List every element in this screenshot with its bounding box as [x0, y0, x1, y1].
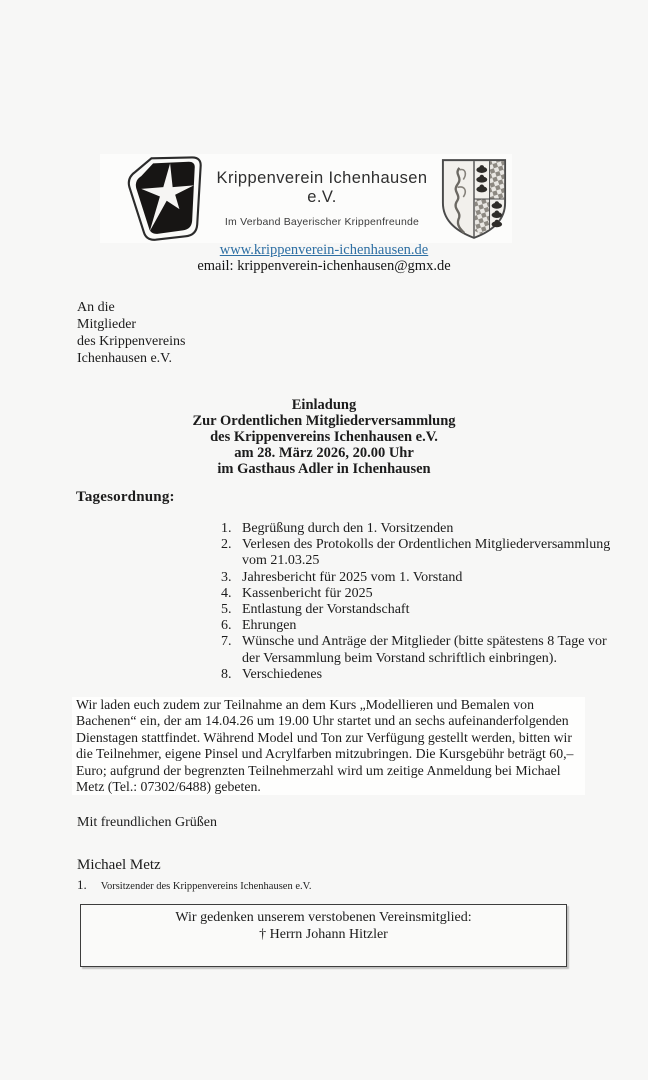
agenda-item [221, 537, 623, 569]
org-subtitle: Im Verband Bayerischer Krippenfreunde [224, 216, 420, 228]
star-crib-logo-icon [126, 156, 204, 242]
memorial-text: Wir gedenken unserem verstobenen Vereinsmitglied: [175, 910, 472, 925]
invitation-line: am 28. März 2026, 20.00 Uhr [234, 445, 414, 461]
invitation-title-block [0, 397, 648, 477]
contact-lines [0, 242, 648, 274]
agenda-item [221, 570, 623, 586]
agenda-item-text: Jahresbericht für 2025 vom 1. Vorstand [242, 569, 463, 585]
agenda-item-number: 7. [221, 634, 232, 650]
agenda-item-text: Ehrungen [242, 618, 297, 634]
invitation-line: des Krippenvereins Ichenhausen e.V. [210, 429, 438, 445]
website-link[interactable]: www.krippenverein-ichenhausen.de [219, 242, 429, 258]
agenda-item-text: Wünsche und Anträge der Mitglieder (bitte spätestens 8 Tage vor der Versammlung beim Vorstand schriftlich einbringen). [242, 634, 607, 666]
agenda-item-number: 4. [221, 585, 232, 601]
agenda-item-number: 8. [221, 666, 232, 682]
invitation-line: Einladung [291, 397, 357, 413]
agenda-item [221, 602, 623, 618]
agenda-item-text: Entlastung der Vorstandschaft [242, 602, 410, 618]
letterhead-text [204, 169, 440, 228]
agenda-item [221, 521, 623, 537]
ichenhausen-coat-of-arms-icon [440, 158, 508, 240]
memorial-name: † Herrn Johann Hitzler [259, 927, 388, 942]
signer-name: Michael Metz [77, 857, 161, 873]
agenda-item [221, 618, 623, 634]
recipient-line: des Krippenvereins [77, 334, 186, 349]
email-line: email: krippenverein-ichenhausen@gmx.de [197, 258, 451, 274]
agenda-item [221, 634, 623, 666]
letterhead [100, 154, 512, 243]
signer-title [77, 877, 311, 893]
recipient-line: An die [77, 300, 115, 315]
signer-title-text: Vorsitzender des Krippenvereins Ichenhausen e.V. [100, 881, 312, 892]
org-name: Krippenverein Ichenhausen e.V. [216, 169, 428, 206]
agenda-item-number: 1. [221, 521, 232, 536]
closing-salutation: Mit freundlichen Grüßen [77, 815, 217, 830]
invitation-line: Zur Ordentlichen Mitgliederversammlung [192, 413, 456, 429]
agenda-item-number: 3. [221, 569, 232, 585]
recipient-line: Ichenhausen e.V. [77, 351, 172, 366]
memorial-notice-box [80, 904, 567, 967]
signer-title-number: 1. [77, 877, 87, 892]
agenda-item-text: Verlesen des Protokolls der Ordentlichen Mitgliederversammlung vom 21.03.25 [242, 537, 611, 569]
agenda-item-text: Verschiedenes [242, 666, 323, 682]
agenda-item [221, 667, 623, 683]
agenda-item [221, 586, 623, 602]
agenda-item-number: 5. [221, 602, 232, 618]
agenda-item-text: Begrüßung durch den 1. Vorsitzenden [242, 521, 454, 536]
agenda-list [221, 521, 623, 683]
recipient-address [77, 299, 185, 367]
invitation-line: im Gasthaus Adler in Ichenhausen [217, 461, 431, 477]
agenda-item-number: 6. [221, 618, 232, 634]
course-invitation-paragraph: Wir laden euch zudem zur Teilnahme an dem Kurs „Modellieren und Bemalen von Bachenen“ ein, der am 14.04.26 um 19.00 Uhr startet und an sechs aufeinanderfolgenden Dienstagen stattfindet. Während Model und Ton zur Verfügung gestellt werden, bitten wir die Teilnehmer, eigene Pinsel und Acrylfarben mitzubringen. Die Kursgebühr beträgt 60,– Euro; aufgrund der begrenzten Teilnehmerzahl wird um zeitige Anmeldung bei Michael Metz (Tel.: 07302/6488) gebeten. [76, 697, 581, 795]
agenda-heading: Tagesordnung: [76, 489, 175, 505]
agenda-item-number: 2. [221, 537, 232, 553]
agenda-item-text: Kassenbericht für 2025 [242, 585, 373, 601]
recipient-line: Mitglieder [77, 317, 137, 332]
